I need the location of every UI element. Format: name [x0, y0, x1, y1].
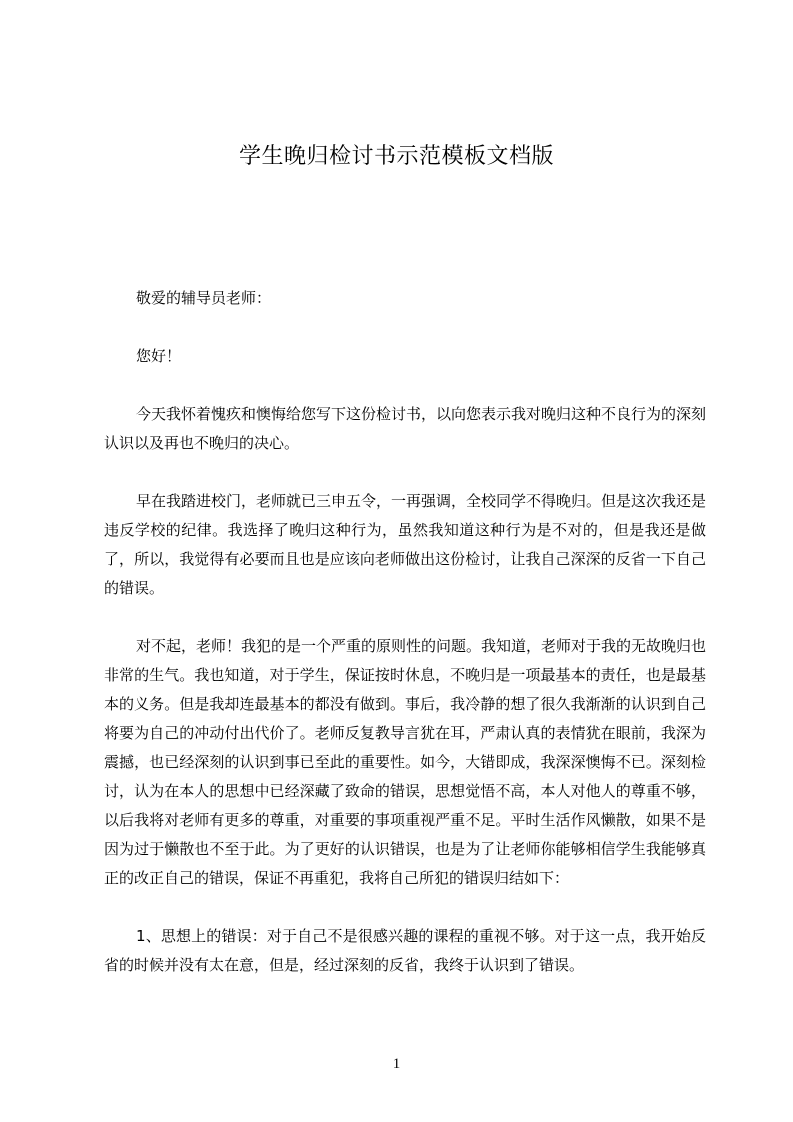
paragraph-error-1: 1、思想上的错误：对于自己不是很感兴趣的课程的重视不够。对于这一点，我开始反省的时候并没有太在意，但是，经过深刻的反省，我终于认识到了错误。	[104, 927, 706, 974]
greeting: 您好！	[136, 347, 182, 365]
page-number: 1	[392, 1056, 401, 1072]
paragraph-intro: 今天我怀着愧疚和懊悔给您写下这份检讨书，以向您表示我对晚归这种不良行为的深刻认识以及再也不晚归的决心。	[104, 405, 707, 452]
document-body	[104, 284, 706, 1009]
paragraph-apology: 对不起，老师！我犯的是一个严重的原则性的问题。我知道，老师对于我的无故晚归也非常的生气。我也知道，对于学生，保证按时休息，不晚归是一项最基本的责任，也是最基本的义务。但是我却连最基本的都没有做到。事后，我冷静的想了很久我渐渐的认识到自己将要为自己的冲动付出代价了。老师反复教导言犹在耳，严肃认真的表情犹在眼前，我深为震撼，也已经深刻的认识到事已至此的重要性。如今，大错即成，我深深懊悔不已。深刻检讨，认为在本人的思想中已经深藏了致命的错误，思想觉悟不高，本人对他人的尊重不够，以后我将对老师有更多的尊重，对重要的事项重视严重不足。平时生活作风懒散，如果不是因为过于懒散也不至于此。为了更好的认识错误，也是为了让老师你能够相信学生我能够真正的改正自己的错误，保证不再重犯，我将自己所犯的错误归结如下：	[104, 637, 707, 887]
salutation: 敬爱的辅导员老师：	[136, 289, 272, 307]
page-title: 学生晚归检讨书示范模板文档版	[238, 144, 554, 169]
paragraph-background: 早在我踏进校门，老师就已三申五令，一再强调，全校同学不得晚归。但是这次我还是违反学校的纪律。我选择了晚归这种行为，虽然我知道这种行为是不对的，但是我还是做了，所以，我觉得有必要而且也是应该向老师做出这份检讨，让我自己深深的反省一下自己的错误。	[104, 492, 707, 597]
